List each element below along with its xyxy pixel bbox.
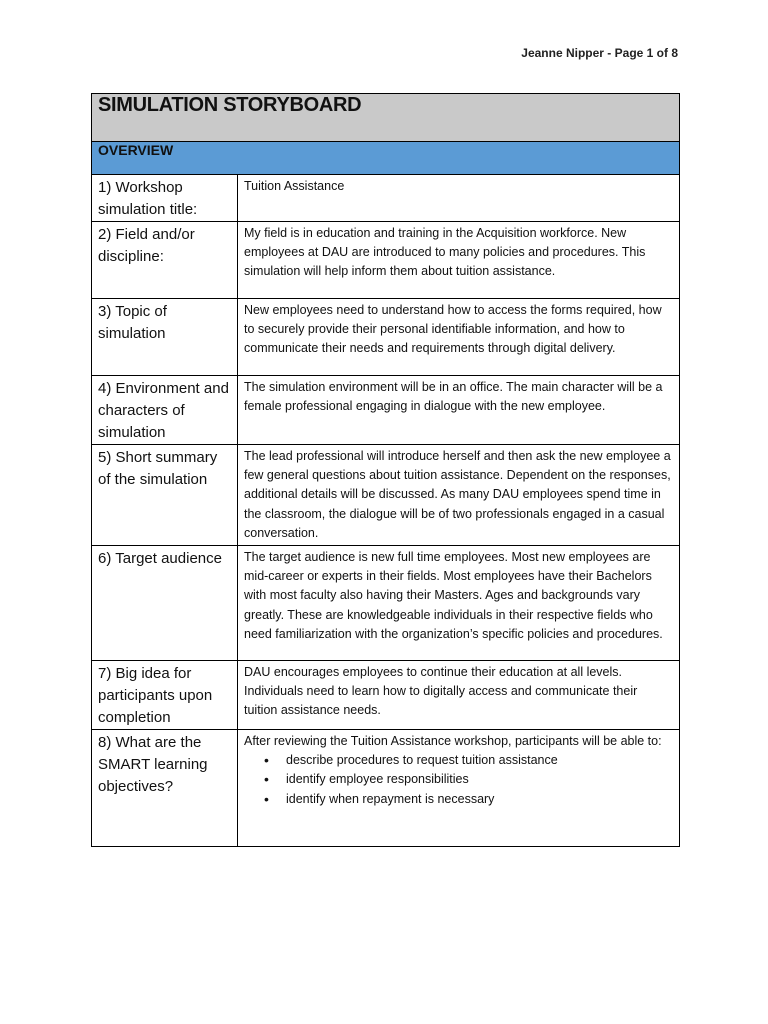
row-content-field: My field is in education and training in the Acquisition workforce. New employees at DAU are introduced to many policies and procedures. This simulation will help inform them about tuition assistance. [238, 222, 680, 299]
row-content-big-idea: DAU encourages employees to continue their education at all levels. Individuals need to learn how to digitally access and communicate their tuition assistance needs. [238, 661, 680, 730]
row-content-environment: The simulation environment will be in an office. The main character will be a female professional engaging in dialogue with the new employee. [238, 376, 680, 445]
table-row [92, 299, 680, 376]
storyboard-table [91, 93, 680, 847]
row-content-workshop-title: Tuition Assistance [238, 175, 680, 222]
list-item: • identify employee responsibilities [286, 770, 673, 789]
table-row [92, 661, 680, 730]
row-label-summary: 5) Short summary of the simulation [92, 445, 238, 546]
overview-row [92, 142, 680, 175]
table-row [92, 445, 680, 546]
table-row [92, 376, 680, 445]
row-label-workshop-title: 1) Workshop simulation title: [92, 175, 238, 222]
section-heading-overview: OVERVIEW [92, 142, 680, 175]
row-content-target-audience: The target audience is new full time employees. Most new employees are mid-career or experts in their fields. Most employees have their Bachelors with most faculty also having their Masters. Ages and backgrounds vary greatly. These are knowledgeable individuals in their respective fields who need familiarization with the organization’s specific policies and procedures. [238, 546, 680, 661]
storyboard-title: SIMULATION STORYBOARD [92, 94, 680, 142]
title-row [92, 94, 680, 142]
row-label-field: 2) Field and/or discipline: [92, 222, 238, 299]
row-label-objectives: 8) What are the SMART learning objectives? [92, 730, 238, 847]
objectives-list [244, 751, 673, 809]
objectives-intro: After reviewing the Tuition Assistance workshop, participants will be able to: [244, 734, 662, 749]
row-content-topic: New employees need to understand how to access the forms required, how to securely provide their personal identifiable information, and how to communicate their needs and requirements through digital delivery. [238, 299, 680, 376]
page-header: Jeanne Nipper - Page 1 of 8 [521, 46, 678, 60]
table-row [92, 730, 680, 847]
table-row [92, 222, 680, 299]
table-row [92, 175, 680, 222]
row-content-summary: The lead professional will introduce herself and then ask the new employee a few general questions about tuition assistance. Dependent on the responses, additional details will be discussed. As many DAU employees spend time in the classroom, the dialogue will be of two professionals engaged in a casual conversation. [238, 445, 680, 546]
row-label-big-idea: 7) Big idea for participants upon completion [92, 661, 238, 730]
list-item: • describe procedures to request tuition assistance [286, 751, 673, 770]
table-row [92, 546, 680, 661]
row-label-environment: 4) Environment and characters of simulation [92, 376, 238, 445]
row-label-topic: 3) Topic of simulation [92, 299, 238, 376]
row-label-target-audience: 6) Target audience [92, 546, 238, 661]
list-item: • identify when repayment is necessary [286, 790, 673, 809]
row-content-objectives [238, 730, 680, 847]
